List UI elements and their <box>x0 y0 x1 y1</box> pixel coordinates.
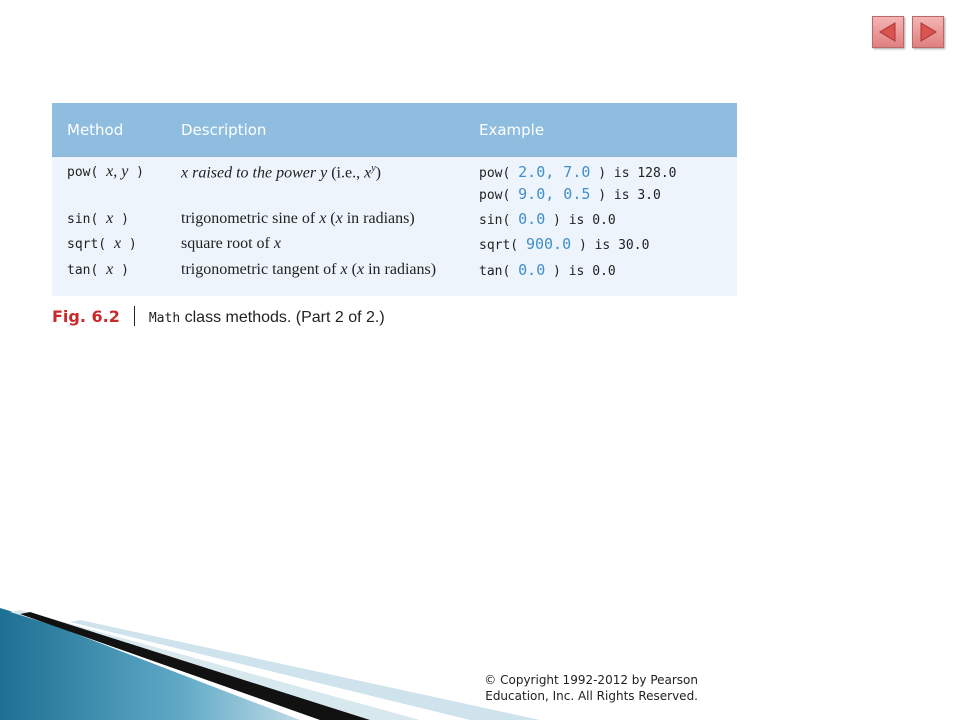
method-cell: sin( x ) <box>67 210 129 227</box>
header-method: Method <box>67 121 124 139</box>
description-cell: trigonometric tangent of x (x in radians) <box>181 261 437 278</box>
method-cell: sqrt( x ) <box>67 235 137 252</box>
figure-label: Fig. 6.2 <box>52 307 120 326</box>
method-cell: tan( x ) <box>67 261 129 278</box>
triangle-left-icon <box>873 17 903 47</box>
figure-caption <box>52 306 385 327</box>
description-cell: trigonometric sine of x (x in radians) <box>181 210 415 227</box>
example-cell: sqrt( 900.0 ) is 30.0 <box>479 235 650 253</box>
caption-divider <box>134 306 135 326</box>
copyright-notice: © Copyright 1992-2012 by Pearson Education, Inc. All Rights Reserved. <box>484 673 698 703</box>
header-description: Description <box>181 121 267 139</box>
table-header <box>52 103 737 157</box>
example-cell: sin( 0.0 ) is 0.0 <box>479 210 616 228</box>
method-cell: pow( x, y ) <box>67 163 144 180</box>
caption-code-word: Math <box>148 311 181 326</box>
previous-slide-button[interactable] <box>872 16 904 48</box>
example-cell: pow( 2.0, 7.0 ) is 128.0 <box>479 163 677 181</box>
example-cell: tan( 0.0 ) is 0.0 <box>479 261 616 279</box>
triangle-right-icon <box>913 17 943 47</box>
description-cell: square root of x <box>181 235 281 252</box>
math-methods-table <box>52 103 737 296</box>
caption-text: class methods. (Part 2 of 2.) <box>180 309 385 326</box>
next-slide-button[interactable] <box>912 16 944 48</box>
example-cell-2: pow( 9.0, 0.5 ) is 3.0 <box>479 185 661 203</box>
description-cell: x raised to the power y (i.e., $x^y$) <box>181 163 381 182</box>
header-example: Example <box>479 121 545 139</box>
decorative-swoosh <box>0 600 560 720</box>
